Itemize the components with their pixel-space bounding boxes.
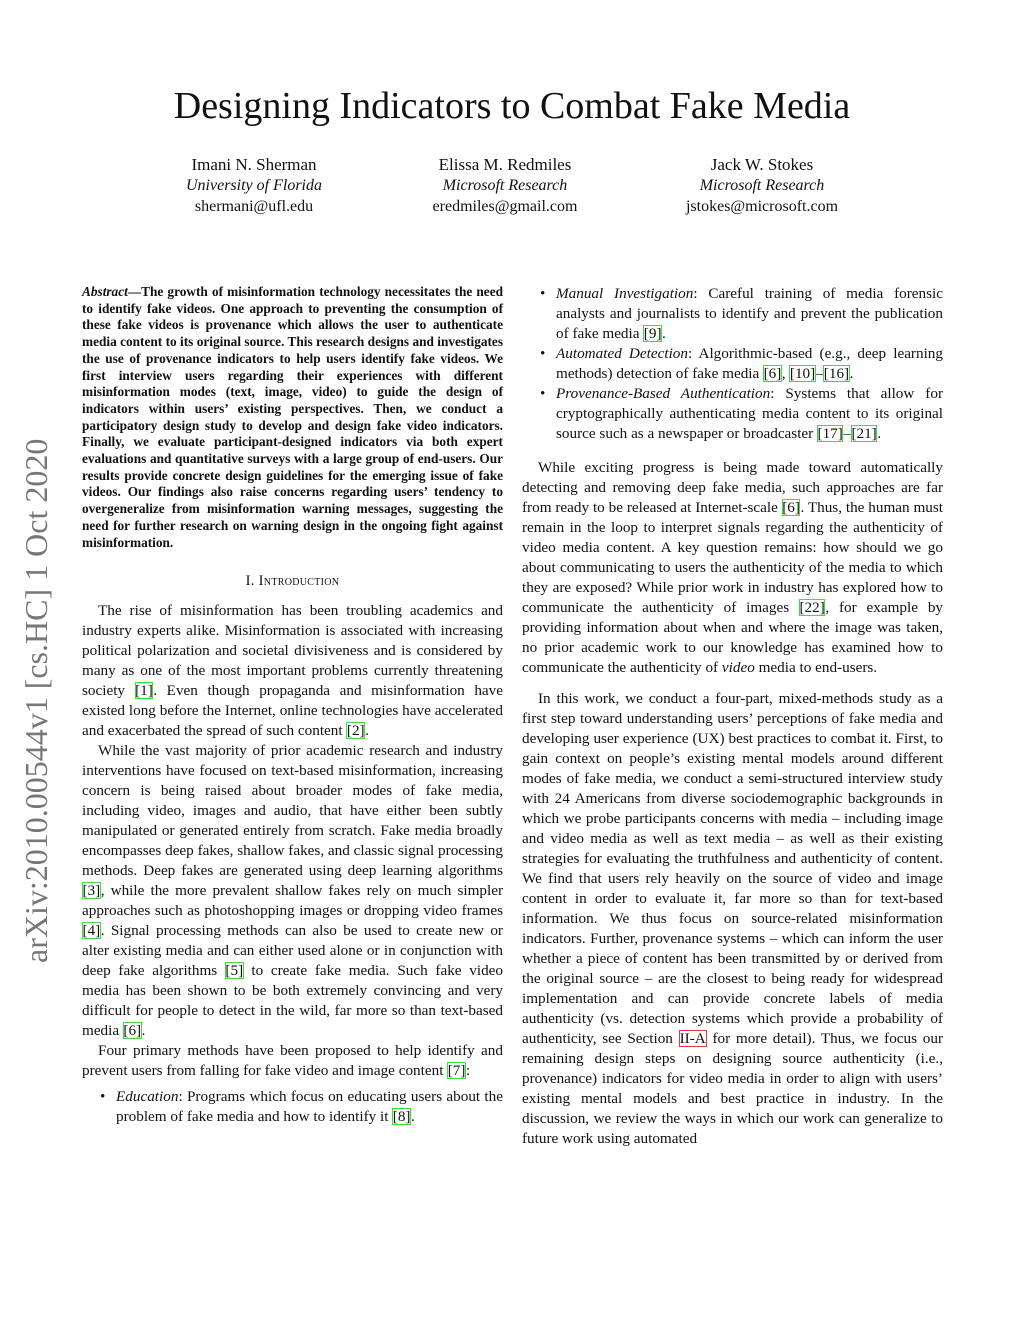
paragraph-intro-2 <box>82 741 503 1041</box>
arxiv-identifier-stamp: arXiv:2010.00544v1 [cs.HC] 1 Oct 2020 <box>18 438 54 963</box>
abstract-label: Abstract <box>82 284 128 299</box>
citation-link[interactable]: [22] <box>799 599 825 616</box>
abstract-text: —The growth of misinformation technology necessitates the need to identify fake videos. One approach to preventing the consumption of these fake videos is provenance which allows the user to authenticate media content to its original source. This research designs and investigates the use of provenance indicators to help users identify fake videos. We first interview users regarding their experiences with different misinformation modes (text, image, video) to guide the design of indicators within users’ existing perspectives. Then, we conduct a participatory design study to develop and design fake video indicators. Finally, we evaluate participant-designed indicators via both expert evaluations and quantitative surveys with a large group of end-users. Our results provide concrete design guidelines for the emerging issue of fake videos. Our findings also raise concerns regarding users’ tendency to overgeneralize from misinformation warning messages, suggesting the need for further research on warning design in the ongoing fight against misinformation. <box>82 284 503 550</box>
text-run: Four primary methods have been proposed to help identify and prevent users from falling for fake video and image content <box>82 1042 503 1080</box>
text-run: , while the more prevalent shallow fakes rely on much simpler approaches such as photoshopping images or dropping video frames <box>82 882 503 920</box>
text-run: . <box>849 365 854 382</box>
author-block <box>134 154 374 217</box>
bullet-icon: • <box>540 385 546 402</box>
list-item <box>522 384 943 444</box>
text-run: : Programs which focus on educating users about the problem of fake media and how to identify it <box>116 1088 503 1126</box>
author-affiliation: Microsoft Research <box>442 177 568 194</box>
text-run: . Thus, the human must remain in the loop to interpret signals regarding the authenticity of video media content. A key question remains: how should we go about communicating to users the authenticity of the media to which they are exposed? While prior work in industry has explored how to communicate the authenticity of images <box>522 499 943 616</box>
citation-link[interactable]: [8] <box>392 1108 411 1126</box>
methods-list-continued <box>522 284 943 444</box>
right-column <box>522 284 943 1149</box>
author-affiliation: Microsoft Research <box>699 177 825 194</box>
text-run: . <box>877 425 882 442</box>
citation-link[interactable]: [1] <box>135 682 153 700</box>
citation-link[interactable]: [21] <box>851 425 877 442</box>
paragraph-intro-1 <box>82 601 503 741</box>
citation-link[interactable]: [5] <box>225 962 244 980</box>
paragraph-intro-4 <box>522 458 943 678</box>
author-email[interactable]: eredmiles@gmail.com <box>432 198 578 215</box>
text-run: – <box>815 365 824 382</box>
text-run: : Algorithmic-based (e.g., deep learning methods) detection of fake media <box>556 345 943 382</box>
text-run: While the vast majority of prior academic research and industry interventions have focused on text-based misinformation, increasing concern is being raised about broader modes of fake media, including video, images and audio, that have either been subtly manipulated or generated entirely from scratch. Fake media broadly encompasses deep fakes, shallow fakes, and classic signal processing methods. Deep fakes are generated using deep learning algorithms <box>82 742 503 880</box>
text-run: . Signal processing methods can also be used to create new or alter existing media and can either used alone or in conjunction with deep fake algorithms <box>82 922 503 980</box>
list-item <box>522 344 943 384</box>
list-item <box>522 284 943 344</box>
section-reference-link[interactable]: II-A <box>679 1030 706 1047</box>
author-email[interactable]: shermani@ufl.edu <box>194 198 314 215</box>
citation-link[interactable]: [10] <box>789 365 816 382</box>
emphasis: video <box>721 659 755 676</box>
text-run: In this work, we conduct a four-part, mixed-methods study as a first step toward understanding users’ perceptions of fake media and developing user experience (UX) best practices to combat it. First, to gain context on people’s existing mental models around different modes of fake media, we conduct a semi-structured interview study with 24 Americans from diverse sociodemographic backgrounds in which we probe participants concerns with media – including image and video media as well as text media – as well as their existing strategies for evaluating the truthfulness and authenticity of content. We find that users rely heavily on the source of video and image content in order to evaluate it, far more so than for text-based information. We thus focus on source-related misinformation indicators. Further, provenance systems – which can inform the user whether a piece of content has been transmitted by or derived from the original source – are the closest to being ready for widespread implementation and can provide concrete labels of media authenticity (vs. detection systems which provide a probability of authenticity, see Section <box>522 690 943 1047</box>
abstract <box>82 284 503 551</box>
citation-link[interactable]: [4] <box>82 922 101 940</box>
bullet-icon: • <box>540 345 546 362</box>
author-name: Jack W. Stokes <box>710 155 814 174</box>
author-name: Elissa M. Redmiles <box>438 155 572 174</box>
section-heading <box>82 573 503 590</box>
author-email[interactable]: jstokes@microsoft.com <box>685 198 839 215</box>
text-run: While exciting progress is being made toward automatically detecting and removing deep fake media, such approaches are far from ready to be released at Internet-scale <box>522 459 943 516</box>
text-run: : Systems that allow for cryptographically authenticating media content to its original source such as a newspaper or broadcaster <box>556 385 943 442</box>
section-number: I. <box>245 573 255 590</box>
list-term: Automated Detection <box>556 345 688 362</box>
citation-link[interactable]: [3] <box>82 882 101 900</box>
text-run: media to end-users. <box>754 659 878 676</box>
author-name: Imani N. Sherman <box>191 155 317 174</box>
text-run: . <box>662 325 666 342</box>
list-term: Provenance-Based Authentication <box>556 385 771 402</box>
left-column <box>82 284 503 1127</box>
author-block <box>642 154 882 217</box>
author-affiliation: University of Florida <box>186 177 322 194</box>
text-run: to create fake media. Such fake video media has been shown to be both extremely convincing and very difficult for people to detect in the wild, far more so than text-based media <box>82 962 504 1040</box>
citation-link[interactable]: [6] <box>763 365 782 382</box>
paragraph-intro-3 <box>82 1041 503 1081</box>
text-run: . <box>410 1108 415 1126</box>
text-run: . <box>365 722 369 740</box>
text-run: The rise of misinformation has been troubling academics and industry experts alike. Misinformation is associated with increasing political polarization and societal divisiveness and is considered by many as one of the most important problems currently threatening society <box>82 602 503 700</box>
list-item <box>82 1087 503 1127</box>
citation-link[interactable]: [7] <box>447 1062 466 1080</box>
citation-link[interactable]: [17] <box>817 425 843 442</box>
text-run: , <box>781 365 790 382</box>
text-run: – <box>843 425 851 442</box>
citation-link[interactable]: [6] <box>782 499 800 516</box>
citation-link[interactable]: [2] <box>346 722 365 740</box>
text-run: . <box>141 1022 146 1040</box>
text-run: for more detail). Thus, we focus our remaining design steps on designing source authenticity (i.e., provenance) indicators for video media in order to align with users’ existing mental models and best practice in industry. In the discussion, we review the ways in which our work can generalize to future work using automated <box>522 1030 943 1147</box>
list-term: Education <box>116 1088 179 1106</box>
text-run: : Careful training of media forensic analysts and journalists to identify and prevent the publication of fake media <box>556 285 943 342</box>
citation-link[interactable]: [16] <box>823 365 850 382</box>
paper-title: Designing Indicators to Combat Fake Media <box>173 85 851 127</box>
text-run: : <box>465 1062 471 1080</box>
author-block <box>385 154 625 217</box>
text-run: , for example by providing information about when and where the image was taken, no prior academic work to our knowledge has examined how to communicate the authenticity of <box>522 599 944 676</box>
section-title: Introduction <box>258 573 340 590</box>
text-run: . Even though propaganda and misinformation have existed long before the Internet, online technologies have accelerated and exacerbated the spread of such content <box>82 682 503 740</box>
bullet-icon: • <box>540 285 546 302</box>
methods-list <box>82 1087 503 1127</box>
citation-link[interactable]: [6] <box>123 1022 142 1040</box>
citation-link[interactable]: [9] <box>643 325 662 342</box>
paragraph-intro-5 <box>522 689 943 1149</box>
list-term: Manual Investigation <box>556 285 694 302</box>
bullet-icon: • <box>100 1088 106 1106</box>
